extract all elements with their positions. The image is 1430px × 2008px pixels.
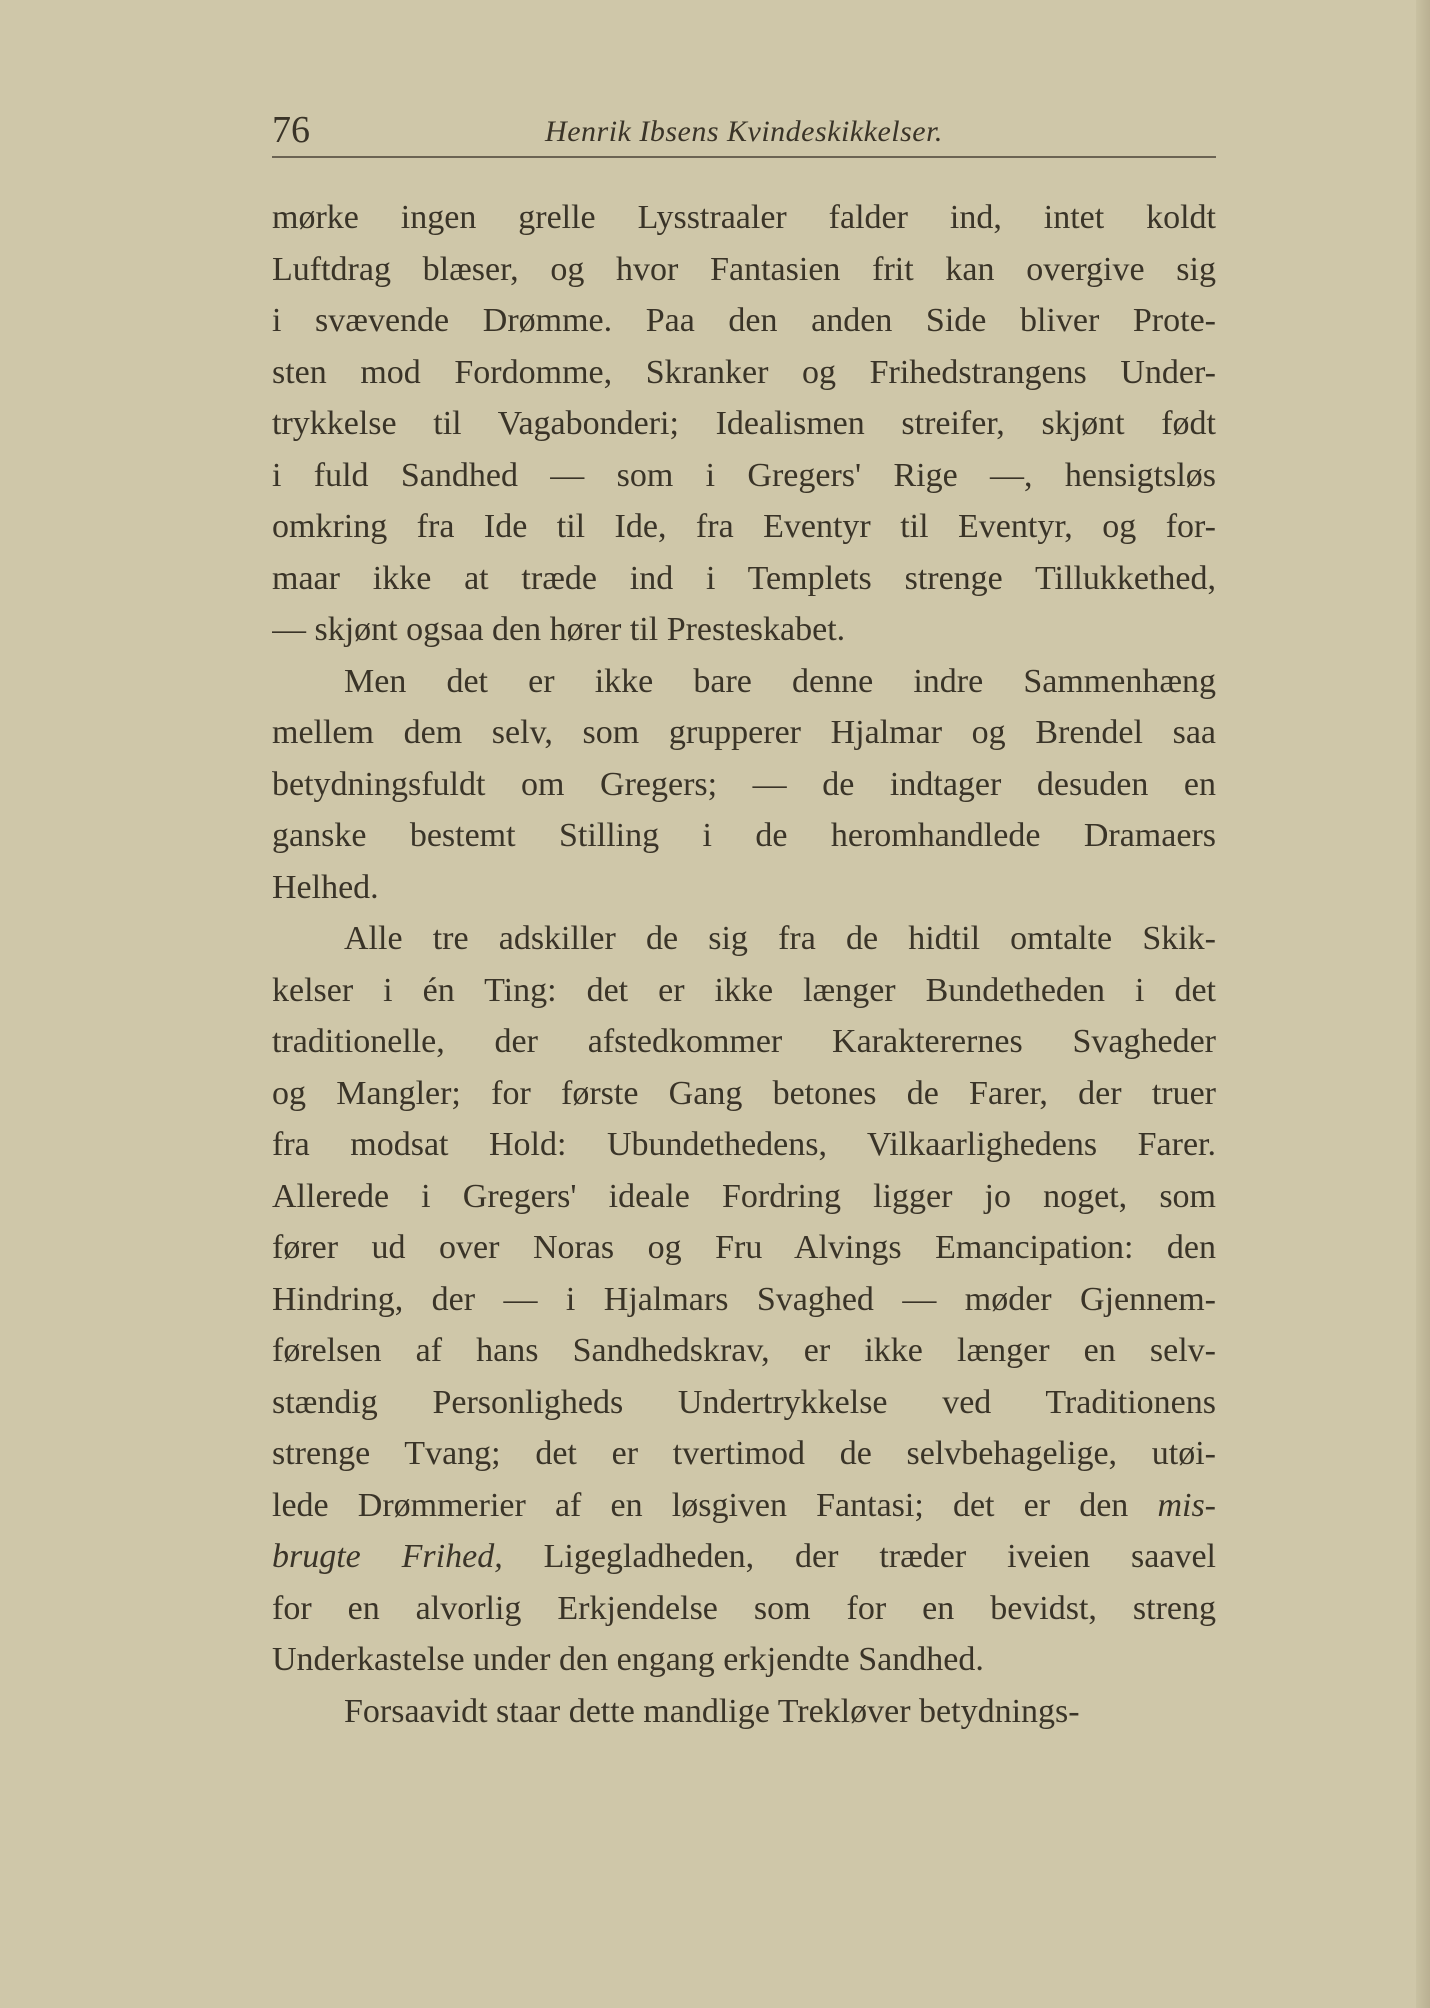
text-line: for en alvorlig Erkjendelse som for en bevidst, streng: [272, 1589, 1216, 1627]
italic-text: mis-: [1157, 1486, 1216, 1524]
text-line: maar ikke at træde ind i Templets strenge Tillukkethed,: [272, 559, 1216, 597]
text-line: omkring fra Ide til Ide, fra Eventyr til Eventyr, og for-: [272, 508, 1216, 545]
running-header: [272, 102, 1216, 158]
text-line: ganske bestemt Stilling i de heromhandlede Dramaers: [272, 817, 1216, 854]
text-line: [272, 1480, 1216, 1532]
paragraph-first-line: Forsaavidt staar dette mandlige Trekløver betydnings-: [344, 1692, 1080, 1730]
text-line: Hindring, der — i Hjalmars Svaghed — møder Gjennem-: [272, 1280, 1216, 1318]
text-line: kelser i én Ting: det er ikke længer Bundetheden i det: [272, 971, 1216, 1009]
italic-text: brugte Frihed,: [272, 1538, 503, 1575]
text-line: trykkelse til Vagabonderi; Idealismen streifer, skjønt født: [272, 405, 1216, 442]
text-line: førelsen af hans Sandhedskrav, er ikke længer en selv-: [272, 1332, 1216, 1369]
text-line: Luftdrag blæser, og hvor Fantasien frit kan overgive sig: [272, 250, 1216, 288]
text-line: stændig Personligheds Undertrykkelse ved Traditionens: [272, 1383, 1216, 1421]
body-text: [272, 192, 1216, 1737]
text-line: i svævende Drømme. Paa den anden Side bliver Prote-: [272, 302, 1216, 339]
text-line: [272, 1531, 1216, 1583]
text-line: — skjønt ogsaa den hører til Presteskabet.: [272, 611, 846, 648]
paragraph-first-line: Men det er ikke bare denne indre Sammenhæng: [344, 662, 1216, 700]
text-line: Underkastelse under den engang erkjendte Sandhed.: [272, 1641, 984, 1678]
text-line: mellem dem selv, som grupperer Hjalmar og Brendel saa: [272, 714, 1216, 751]
text-line-main: Ligegladheden, der træder iveien saavel: [543, 1538, 1216, 1575]
page-number: 76: [272, 109, 310, 151]
text-line: sten mod Fordomme, Skranker og Frihedstrangens Under-: [272, 353, 1216, 391]
running-title: Henrik Ibsens Kvindeskikkelser.: [545, 115, 943, 148]
text-line: traditionelle, der afstedkommer Karakterernes Svagheder: [272, 1023, 1216, 1060]
text-line: mørke ingen grelle Lysstraaler falder ind, intet koldt: [272, 199, 1216, 236]
text-line-main: lede Drømmerier af en løsgiven Fantasi; det er den: [272, 1486, 1129, 1524]
text-line: i fuld Sandhed — som i Gregers' Rige —, hensigtsløs: [272, 456, 1216, 494]
text-line: Allerede i Gregers' ideale Fordring ligger jo noget, som: [272, 1177, 1216, 1215]
paragraph-first-line: Alle tre adskiller de sig fra de hidtil omtalte Skik-: [344, 920, 1216, 957]
text-line: betydningsfuldt om Gregers; — de indtager desuden en: [272, 765, 1216, 803]
text-line: fra modsat Hold: Ubundethedens, Vilkaarlighedens Farer.: [272, 1126, 1216, 1163]
text-line: og Mangler; for første Gang betones de Farer, der truer: [272, 1074, 1216, 1112]
text-line: fører ud over Noras og Fru Alvings Emancipation: den: [272, 1229, 1216, 1266]
page-edge: [1416, 0, 1430, 2008]
text-line: strenge Tvang; det er tvertimod de selvbehagelige, utøi-: [272, 1435, 1216, 1472]
text-line: Helhed.: [272, 868, 379, 906]
